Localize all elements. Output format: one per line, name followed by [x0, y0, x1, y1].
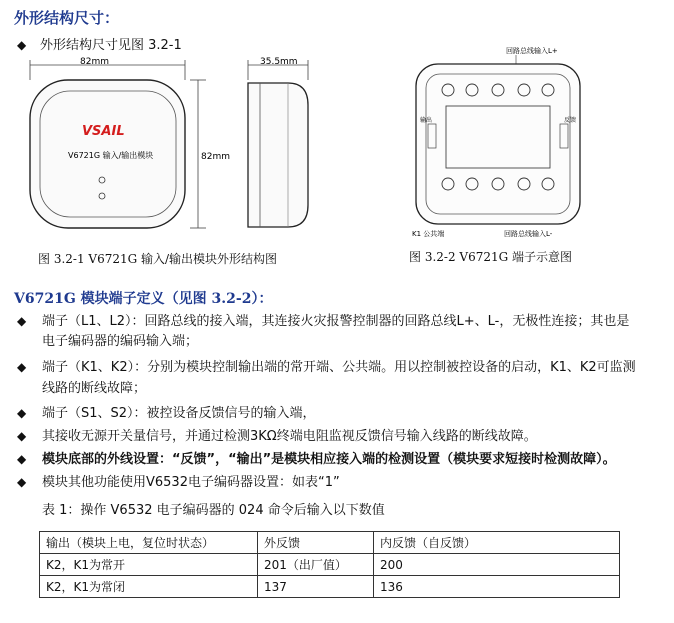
- bullet-icon: ◆: [17, 475, 27, 489]
- settings-table: [39, 531, 620, 598]
- figure2-caption: 图 3.2-2 V6721G 端子示意图: [409, 250, 573, 264]
- bullet-text: 其接收无源开关量信号，并通过检测3KΩ终端电阻监视反馈信号输入线路的断线故障。: [42, 429, 537, 444]
- intro-text: 外形结构尺寸见图 3.2-1: [40, 38, 182, 53]
- table-header-cell: 内反馈（自反馈）: [374, 532, 620, 554]
- table-cell: 137: [258, 576, 374, 598]
- left-terminal-label: 输出: [420, 117, 433, 124]
- bullet-text: 端子（L1、L2）：回路总线的接入端，其连接火灾报警控制器的回路总线L+、L-，无极性连接；其也是: [42, 314, 630, 329]
- bullet-text: 端子（K1、K2）：分别为模块控制输出端的常开端、公共端。用以控制被控设备的启动，K1、K2可监测: [42, 360, 636, 375]
- bullet-icon: ◆: [17, 406, 27, 420]
- table-cell: K2，K1为常闭: [40, 576, 258, 598]
- bullet-text: 端子（S1、S2）：被控设备反馈信号的输入端，: [42, 406, 316, 421]
- model-label: V6721G 输入/输出模块: [68, 151, 154, 160]
- figure1-caption: 图 3.2-1 V6721G 输入/输出模块外形结构图: [38, 252, 278, 266]
- bullet-icon: ◆: [17, 429, 27, 443]
- table-caption: 表 1：操作 V6532 电子编码器的 024 命令后输入以下数值: [42, 503, 385, 518]
- table-row: [40, 554, 620, 576]
- bullet-icon: ◆: [17, 360, 27, 374]
- bottom-right-terminal-label: 回路总线输入L-: [504, 230, 553, 238]
- section-heading-terminals: V6721G 模块端子定义（见图 3.2-2）：: [14, 291, 273, 307]
- bullet-icon: ◆: [17, 38, 27, 52]
- terminal-diagram-figure: [408, 44, 588, 240]
- depth-label: 35.5mm: [260, 57, 298, 67]
- table-cell: 136: [374, 576, 620, 598]
- bullet-text: 模块底部的外线设置：“反馈”，“输出”是模块相应接入端的检测设置（模块要求短接时检测故障）。: [42, 452, 616, 467]
- table-cell: K2，K1为常开: [40, 554, 258, 576]
- bullet-text: 线路的断线故障；: [42, 381, 147, 396]
- right-terminal-label: 反馈: [564, 117, 577, 124]
- table-cell: 200: [374, 554, 620, 576]
- bullet-text: 模块其他功能使用V6532电子编码器设置：如表“1”: [42, 475, 340, 490]
- width-label: 82mm: [80, 57, 109, 67]
- module-outline-figure: [20, 55, 320, 240]
- height-label: 82mm: [201, 152, 230, 162]
- section-heading-dimensions: 外形结构尺寸：: [14, 9, 120, 27]
- top-terminal-label: 回路总线输入L+: [506, 47, 558, 55]
- table-header-cell: 输出（模块上电，复位时状态）: [40, 532, 258, 554]
- brand-logo: VSAIL: [82, 124, 125, 139]
- bullet-icon: ◆: [17, 452, 27, 466]
- table-header-cell: 外反馈: [258, 532, 374, 554]
- bullet-icon: ◆: [17, 314, 27, 328]
- bullet-text: 电子编码器的编码输入端；: [42, 334, 199, 349]
- table-header-row: [40, 532, 620, 554]
- bottom-left-terminal-label: K1 公共端: [412, 230, 445, 238]
- table-cell: 201（出厂值）: [258, 554, 374, 576]
- table-row: [40, 576, 620, 598]
